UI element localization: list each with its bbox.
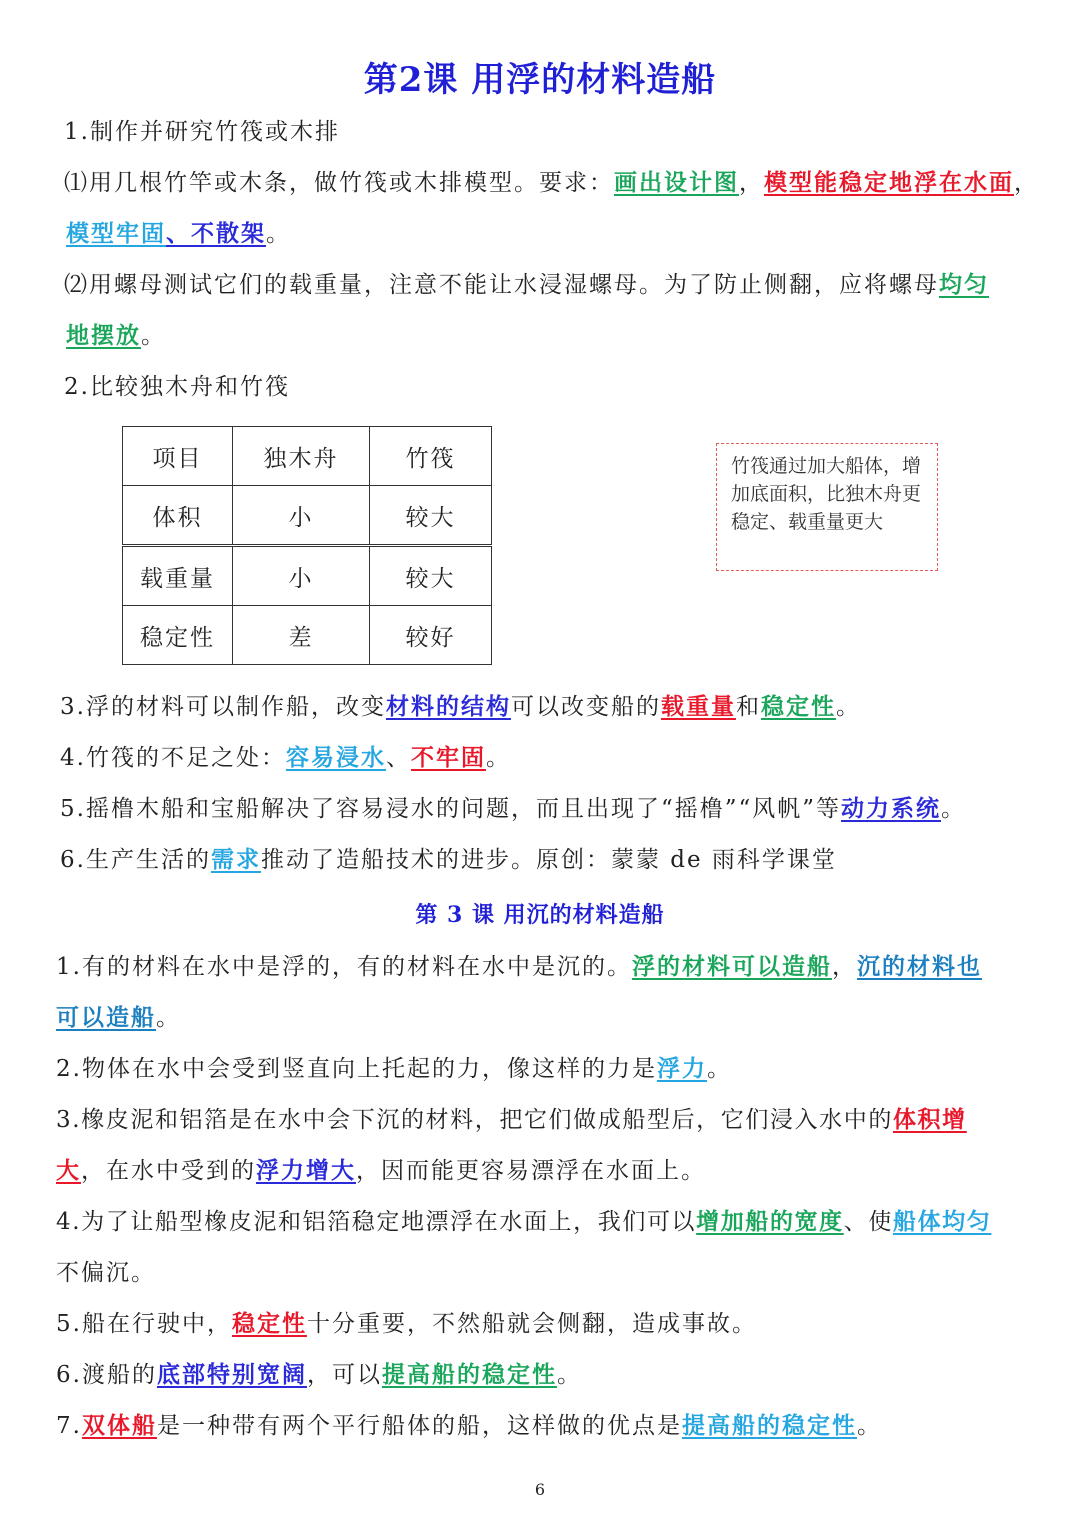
table-header-row (123, 427, 492, 486)
l3-item6 (56, 1358, 582, 1392)
text: 。 (940, 796, 966, 822)
highlight-wide-bottom: 底部特别宽阔 (156, 1361, 307, 1388)
highlight-not-sturdy: 不牢固 (410, 744, 486, 771)
highlight-width: 增加船的宽度 (696, 1208, 844, 1235)
text: 推动了造船技术的进步。原创：蒙蒙 de 雨科学课堂 (260, 847, 837, 873)
highlight-load: 载重量 (660, 693, 736, 720)
text: 4.竹筏的不足之处： (60, 745, 286, 771)
l2-item1-sub2 (64, 268, 989, 302)
lesson2-title: 第2课 用浮的材料造船 (363, 60, 717, 100)
l3-item1 (56, 950, 982, 984)
text: 。 (556, 1362, 582, 1388)
highlight-even-hull: 船体均匀 (892, 1208, 992, 1235)
table-cell: 小 (233, 546, 370, 606)
table-cell: 小 (233, 486, 370, 546)
note-box: 竹筏通过加大船体，增加底面积，比独木舟更稳定、载重量更大 (716, 443, 938, 571)
text: 7. (56, 1413, 82, 1439)
text: 。 (141, 323, 166, 349)
text: 。 (706, 1056, 732, 1082)
text: 十分重要，不然船就会侧翻，造成事故。 (306, 1311, 757, 1337)
text: 。 (485, 745, 511, 771)
l2-item6 (60, 843, 837, 877)
highlight-improve-stability: 提高船的稳定性 (381, 1361, 557, 1388)
table-cell: 稳定性 (123, 606, 233, 665)
l3-item3-cont (56, 1154, 706, 1188)
text: 4.为了让船型橡皮泥和铝箔稳定地漂浮在水面上，我们可以 (56, 1209, 697, 1235)
highlight-stable-float: 模型能稳定地浮在水面 (764, 169, 1014, 196)
table-cell: 差 (233, 606, 370, 665)
text: 。 (266, 221, 291, 247)
comparison-table (122, 426, 492, 665)
l3-item1-cont (56, 1001, 181, 1035)
text: 5.船在行驶中， (56, 1311, 232, 1337)
l2-item1-heading: 1.制作并研究竹筏或木排 (64, 119, 340, 145)
text: 、 (385, 745, 411, 771)
highlight-demand: 需求 (210, 846, 261, 873)
l2-item5 (60, 792, 966, 826)
l3-item3 (56, 1103, 967, 1137)
text: ， (739, 170, 764, 196)
text: 。 (156, 1005, 181, 1031)
highlight-can-build: 可以造船 (56, 1004, 156, 1031)
text: 2.物体在水中会受到竖直向上托起的力，像这样的力是 (56, 1056, 657, 1082)
l3-item4-cont: 不偏沉。 (56, 1260, 156, 1286)
l3-item2 (56, 1052, 732, 1086)
text: ，因而能更容易漂浮在水面上。 (356, 1158, 706, 1184)
text: 3.浮的材料可以制作船，改变 (60, 694, 386, 720)
text: ，可以 (306, 1362, 382, 1388)
table-cell: 较大 (370, 546, 492, 606)
highlight-structure: 材料的结构 (385, 693, 511, 720)
table-row (123, 546, 492, 606)
table-cell: 较好 (370, 606, 492, 665)
highlight-improve-stability: 提高船的稳定性 (681, 1412, 857, 1439)
highlight-even: 均匀 (939, 271, 989, 298)
table-row (123, 606, 492, 665)
highlight-volume: 体积增 (892, 1106, 967, 1133)
page-number: 6 (534, 1480, 546, 1499)
text: 6.生产生活的 (60, 847, 211, 873)
text: ， (1014, 170, 1039, 196)
highlight-leaks: 容易浸水 (285, 744, 386, 771)
text: 可以改变船的 (510, 694, 661, 720)
text: 3.橡皮泥和铝箔是在水中会下沉的材料，把它们做成船型后，它们浸入水中的 (56, 1107, 893, 1133)
table-cell: 较大 (370, 486, 492, 546)
text: 5.摇橹木船和宝船解决了容易浸水的问题，而且出现了“摇橹”“风帆”等 (60, 796, 841, 822)
text: ⑵用螺母测试它们的载重量，注意不能让水浸湿螺母。为了防止侧翻，应将螺母 (64, 272, 939, 298)
text: 。 (856, 1413, 882, 1439)
highlight-floating-material: 浮的材料可以造船 (631, 953, 832, 980)
highlight-design: 画出设计图 (614, 169, 739, 196)
highlight-place: 地摆放 (66, 322, 141, 349)
highlight-stability: 稳定性 (231, 1310, 307, 1337)
highlight-no-fall-apart: 、不散架 (166, 220, 266, 247)
table-row (123, 486, 492, 546)
l2-item3 (60, 690, 861, 724)
text: 和 (735, 694, 761, 720)
table-header: 独木舟 (233, 427, 370, 486)
l2-item1-sub2-cont (66, 319, 166, 353)
highlight-catamaran: 双体船 (81, 1412, 157, 1439)
l2-item1-sub1-cont (66, 217, 291, 251)
text: 1.有的材料在水中是浮的，有的材料在水中是沉的。 (56, 954, 632, 980)
table-cell: 体积 (123, 486, 233, 546)
text: 6.渡船的 (56, 1362, 157, 1388)
l2-item1-sub1 (64, 166, 1039, 200)
l2-item4 (60, 741, 511, 775)
text: 、使 (843, 1209, 893, 1235)
highlight-sinking-material: 沉的材料也 (856, 953, 982, 980)
table-header: 项目 (123, 427, 233, 486)
highlight-stability: 稳定性 (760, 693, 836, 720)
highlight-sturdy: 模型牢固 (66, 220, 166, 247)
l2-item2-heading: 2.比较独木舟和竹筏 (64, 374, 290, 400)
l3-item7 (56, 1409, 882, 1443)
highlight-power-system: 动力系统 (840, 795, 941, 822)
text: ⑴用几根竹竿或木条，做竹筏或木排模型。要求： (64, 170, 614, 196)
l3-item4 (56, 1205, 991, 1239)
highlight-buoyancy-up: 浮力增大 (256, 1157, 356, 1184)
l3-item5 (56, 1307, 757, 1341)
table-header: 竹筏 (370, 427, 492, 486)
text: 是一种带有两个平行船体的船，这样做的优点是 (156, 1413, 682, 1439)
text: 。 (835, 694, 861, 720)
table-cell: 载重量 (123, 546, 233, 606)
highlight-buoyancy: 浮力 (656, 1055, 707, 1082)
text: ，在水中受到的 (81, 1158, 256, 1184)
text: ， (831, 954, 857, 980)
lesson3-title: 第 3 课 用沉的材料造船 (415, 902, 665, 928)
highlight-volume-cont: 大 (56, 1157, 81, 1184)
